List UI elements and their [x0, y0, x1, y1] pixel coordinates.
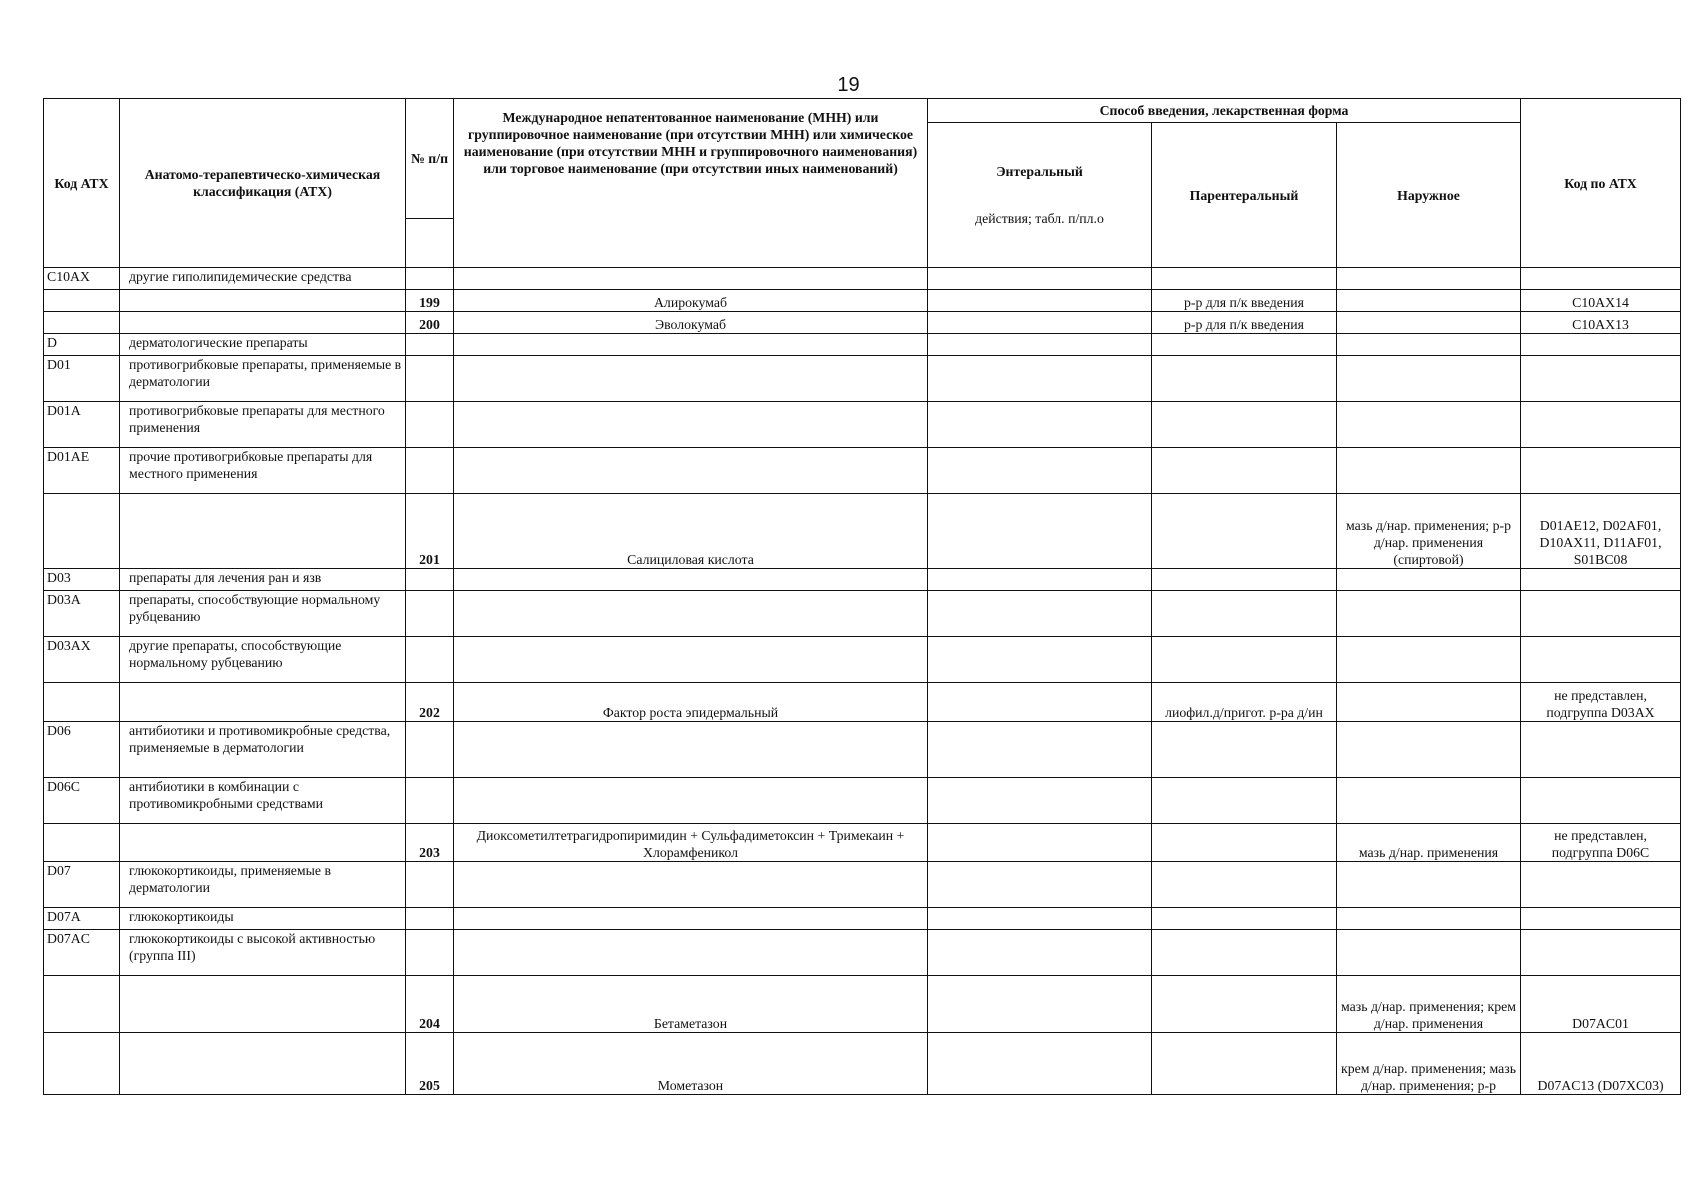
cell-num [406, 637, 454, 683]
cell-num [406, 778, 454, 824]
cell-name [454, 908, 928, 930]
cell-enteral [928, 569, 1152, 591]
cell-code: D03 [44, 569, 120, 591]
cell-atx: не представлен, подгруппа D06C [1521, 824, 1681, 862]
cell-enteral [928, 290, 1152, 312]
cell-class: препараты, способствующие нормальному рубцеванию [120, 591, 406, 637]
cell-code [44, 824, 120, 862]
cell-num [406, 402, 454, 448]
cell-class: прочие противогрибковые препараты для местного применения [120, 448, 406, 494]
cell-atx [1521, 402, 1681, 448]
cell-class [120, 1033, 406, 1095]
table-row [44, 402, 1681, 448]
cell-code [44, 312, 120, 334]
cell-num: 205 [406, 1033, 454, 1095]
cell-parenteral [1152, 402, 1337, 448]
cell-code: D03AX [44, 637, 120, 683]
cell-num [406, 908, 454, 930]
cell-external [1337, 356, 1521, 402]
header-name: Международное непатентованное наименование (МНН) или группировочное наименование (при отсутствии МНН) или химическое наименование (при отсутствии МНН и группировочного наименования) или торговое наименование (при отсутствии иных наименований) [454, 99, 928, 268]
cell-class: препараты для лечения ран и язв [120, 569, 406, 591]
header-enteral-note: действия; табл. п/пл.о [975, 211, 1104, 226]
cell-external [1337, 908, 1521, 930]
cell-atx [1521, 862, 1681, 908]
cell-atx: C10AX14 [1521, 290, 1681, 312]
cell-parenteral [1152, 824, 1337, 862]
cell-parenteral [1152, 334, 1337, 356]
cell-atx: C10AX13 [1521, 312, 1681, 334]
table-row [44, 334, 1681, 356]
table-row [44, 268, 1681, 290]
cell-name [454, 778, 928, 824]
cell-parenteral [1152, 637, 1337, 683]
cell-atx [1521, 637, 1681, 683]
header-number: № п/п [406, 99, 454, 219]
cell-external: мазь д/нар. применения; крем д/нар. применения [1337, 976, 1521, 1033]
cell-class [120, 824, 406, 862]
cell-enteral [928, 778, 1152, 824]
cell-external [1337, 778, 1521, 824]
cell-code: D06 [44, 722, 120, 778]
cell-parenteral [1152, 778, 1337, 824]
cell-parenteral [1152, 448, 1337, 494]
cell-external [1337, 591, 1521, 637]
cell-class [120, 494, 406, 569]
cell-code: D07AC [44, 930, 120, 976]
cell-atx [1521, 356, 1681, 402]
cell-enteral [928, 448, 1152, 494]
cell-enteral [928, 976, 1152, 1033]
cell-name [454, 356, 928, 402]
header-parenteral: Парентеральный [1152, 123, 1337, 268]
cell-num: 201 [406, 494, 454, 569]
cell-name [454, 862, 928, 908]
cell-enteral [928, 908, 1152, 930]
cell-name [454, 637, 928, 683]
cell-external [1337, 722, 1521, 778]
cell-class [120, 683, 406, 722]
header-enteral [928, 123, 1152, 268]
cell-code [44, 494, 120, 569]
cell-class: противогрибковые препараты, применяемые в дерматологии [120, 356, 406, 402]
atx-table [43, 98, 1681, 1095]
cell-num [406, 930, 454, 976]
cell-name [454, 930, 928, 976]
cell-class: дерматологические препараты [120, 334, 406, 356]
table-row [44, 908, 1681, 930]
cell-num: 204 [406, 976, 454, 1033]
cell-enteral [928, 268, 1152, 290]
table-row [44, 569, 1681, 591]
header-enteral-label: Энтеральный [996, 164, 1083, 179]
cell-parenteral [1152, 976, 1337, 1033]
cell-atx [1521, 908, 1681, 930]
header-code-atx: Код АТХ [44, 99, 120, 268]
cell-num: 200 [406, 312, 454, 334]
cell-atx: D07AC01 [1521, 976, 1681, 1033]
cell-external [1337, 290, 1521, 312]
cell-code: D07A [44, 908, 120, 930]
cell-parenteral [1152, 930, 1337, 976]
cell-num [406, 591, 454, 637]
cell-code [44, 290, 120, 312]
cell-code: D07 [44, 862, 120, 908]
cell-class: антибиотики и противомикробные средства, применяемые в дерматологии [120, 722, 406, 778]
cell-code [44, 683, 120, 722]
table-row [44, 312, 1681, 334]
header-external: Наружное [1337, 123, 1521, 268]
cell-code: D03A [44, 591, 120, 637]
cell-name: Эволокумаб [454, 312, 928, 334]
cell-enteral [928, 402, 1152, 448]
cell-code: C10AX [44, 268, 120, 290]
cell-parenteral [1152, 591, 1337, 637]
cell-parenteral [1152, 1033, 1337, 1095]
cell-class: другие препараты, способствующие нормальному рубцеванию [120, 637, 406, 683]
cell-enteral [928, 494, 1152, 569]
cell-name: Фактор роста эпидермальный [454, 683, 928, 722]
cell-enteral [928, 591, 1152, 637]
cell-class: глюкокортикоиды, применяемые в дерматологии [120, 862, 406, 908]
cell-external [1337, 930, 1521, 976]
cell-enteral [928, 930, 1152, 976]
cell-class: антибиотики в комбинации с противомикробными средствами [120, 778, 406, 824]
cell-code [44, 1033, 120, 1095]
cell-class [120, 290, 406, 312]
cell-num: 202 [406, 683, 454, 722]
cell-name [454, 569, 928, 591]
cell-class [120, 976, 406, 1033]
cell-name: Диоксометилтетрагидропиримидин + Сульфадиметоксин + Тримекаин + Хлорамфеникол [454, 824, 928, 862]
cell-external: мазь д/нар. применения [1337, 824, 1521, 862]
cell-external [1337, 862, 1521, 908]
table-row [44, 448, 1681, 494]
cell-name [454, 268, 928, 290]
cell-name [454, 448, 928, 494]
cell-parenteral [1152, 862, 1337, 908]
cell-code: D [44, 334, 120, 356]
page-number: 19 [837, 74, 860, 96]
cell-external [1337, 569, 1521, 591]
cell-external [1337, 334, 1521, 356]
cell-enteral [928, 683, 1152, 722]
cell-enteral [928, 722, 1152, 778]
cell-parenteral [1152, 722, 1337, 778]
cell-enteral [928, 334, 1152, 356]
table-row [44, 930, 1681, 976]
cell-num: 199 [406, 290, 454, 312]
cell-external [1337, 683, 1521, 722]
cell-atx: D01AE12, D02AF01, D10AX11, D11AF01, S01BC08 [1521, 494, 1681, 569]
table-row [44, 591, 1681, 637]
cell-class: другие гиполипидемические средства [120, 268, 406, 290]
cell-enteral [928, 637, 1152, 683]
cell-name [454, 591, 928, 637]
cell-external: мазь д/нар. применения; р-р д/нар. применения (спиртовой) [1337, 494, 1521, 569]
table-row [44, 637, 1681, 683]
cell-atx [1521, 569, 1681, 591]
table-row [44, 722, 1681, 778]
cell-atx [1521, 778, 1681, 824]
cell-class: глюкокортикоиды [120, 908, 406, 930]
cell-enteral [928, 356, 1152, 402]
header-number-sub [406, 219, 454, 268]
cell-num [406, 569, 454, 591]
table-row [44, 824, 1681, 862]
cell-parenteral [1152, 908, 1337, 930]
cell-parenteral: р-р для п/к введения [1152, 290, 1337, 312]
table-row [44, 1033, 1681, 1095]
cell-num [406, 448, 454, 494]
cell-name [454, 722, 928, 778]
cell-external [1337, 402, 1521, 448]
cell-parenteral: лиофил.д/пригот. р-ра д/ин [1152, 683, 1337, 722]
cell-atx: не представлен, подгруппа D03AX [1521, 683, 1681, 722]
cell-code: D01 [44, 356, 120, 402]
cell-atx: D07AC13 (D07XC03) [1521, 1033, 1681, 1095]
cell-code [44, 976, 120, 1033]
cell-name: Бетаметазон [454, 976, 928, 1033]
cell-num [406, 862, 454, 908]
cell-num [406, 722, 454, 778]
cell-external: крем д/нар. применения; мазь д/нар. применения; р-р [1337, 1033, 1521, 1095]
cell-class: глюкокортикоиды с высокой активностью (группа III) [120, 930, 406, 976]
cell-enteral [928, 312, 1152, 334]
table-row [44, 862, 1681, 908]
cell-num [406, 334, 454, 356]
cell-atx [1521, 722, 1681, 778]
cell-parenteral: р-р для п/к введения [1152, 312, 1337, 334]
cell-class [120, 312, 406, 334]
cell-enteral [928, 862, 1152, 908]
table-row [44, 778, 1681, 824]
cell-external [1337, 448, 1521, 494]
cell-atx [1521, 448, 1681, 494]
cell-parenteral [1152, 268, 1337, 290]
cell-code: D06C [44, 778, 120, 824]
cell-code: D01A [44, 402, 120, 448]
cell-external [1337, 637, 1521, 683]
table-row [44, 290, 1681, 312]
header-classification: Анатомо-терапевтическо-химическая классификация (АТХ) [120, 99, 406, 268]
cell-name: Салициловая кислота [454, 494, 928, 569]
cell-num [406, 356, 454, 402]
cell-external [1337, 312, 1521, 334]
cell-name: Мометазон [454, 1033, 928, 1095]
cell-parenteral [1152, 569, 1337, 591]
cell-name [454, 334, 928, 356]
cell-atx [1521, 334, 1681, 356]
cell-parenteral [1152, 494, 1337, 569]
cell-num [406, 268, 454, 290]
cell-parenteral [1152, 356, 1337, 402]
cell-name: Алирокумаб [454, 290, 928, 312]
cell-num: 203 [406, 824, 454, 862]
table-row [44, 356, 1681, 402]
cell-atx [1521, 591, 1681, 637]
cell-enteral [928, 824, 1152, 862]
cell-atx [1521, 930, 1681, 976]
cell-code: D01AE [44, 448, 120, 494]
cell-enteral [928, 1033, 1152, 1095]
cell-class: противогрибковые препараты для местного применения [120, 402, 406, 448]
header-route-group: Способ введения, лекарственная форма [928, 99, 1521, 123]
cell-external [1337, 268, 1521, 290]
cell-name [454, 402, 928, 448]
table-row [44, 494, 1681, 569]
cell-atx [1521, 268, 1681, 290]
table-row [44, 976, 1681, 1033]
table-row [44, 683, 1681, 722]
header-atx-code: Код по АТХ [1521, 99, 1681, 268]
